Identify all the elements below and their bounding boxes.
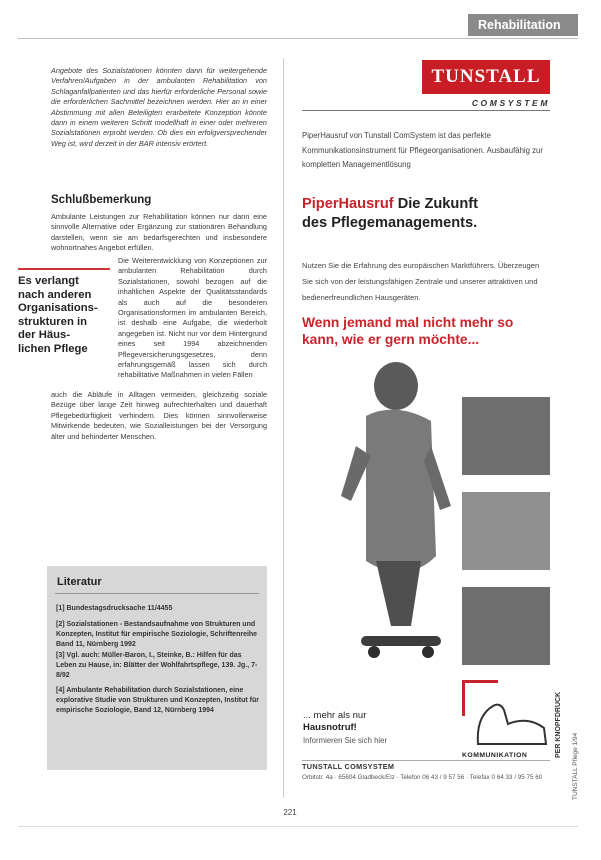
- address-rule: [302, 760, 550, 761]
- tagline-line-2: Hausnotruf!: [303, 722, 357, 733]
- ad-intro: PiperHausruf von Tunstall ComSystem ist das perfekte Kommunikationsinstrument für Pflegeorganisationen. Ausbaufähig zur kompletten Managementlösung: [302, 131, 543, 170]
- ad-code: [572, 650, 584, 800]
- body-paragraph-4: auch die Abläufe in Alltagen vermeiden, gleichzeitig soziale Bezüge über lange Zeit hinweg aufrechterhalten und dauerhaft Pflegebedürftigkeit verhindern. Dies können sinnvollerweise Mitwirkende bedeuten, wie Sozialleistungen bei der Versorgung älter und behinderter Menschen.: [51, 390, 267, 441]
- pull-quote-line: lichen Pflege: [18, 342, 88, 355]
- tagline-line-1: ... mehr als nur: [303, 710, 367, 721]
- per-knopfdruck-label: [555, 648, 567, 758]
- logo-rule: [302, 110, 550, 111]
- finger-button-icon: [458, 676, 554, 752]
- photo-elderly-couple: [462, 587, 550, 665]
- ad-headline: [302, 195, 552, 233]
- tunstall-logo: TUNSTALL: [422, 60, 550, 94]
- headline-part-1: Die Zukunft: [393, 196, 478, 212]
- headline-brand: PiperHausruf: [302, 196, 394, 212]
- literature-item: [3] Vgl. auch: Müller-Baron, I., Steinke, B.: Hilfen für das Leben zu Hause, in: Blätter der Wohlfahrtspflege, 139. Jg., 7-8/92: [56, 652, 258, 679]
- literature-item: [4] Ambulante Rehabilitation durch Sozialstationen, eine explorative Studie von Strukturen und Konzepten, Institut für empirische Soziologie, Band 12, Nürnberg 1994: [56, 687, 260, 714]
- ad-body: Nutzen Sie die Erfahrung des europäischen Marktführers. Überzeugen Sie sich von der leistungsfähigen Zentrale und unserer attraktiven und bedienerfreundlichen Hausgeräten.: [302, 261, 540, 303]
- per-knopfdruck-text: PER KNOPFDRUCK: [555, 691, 562, 758]
- pull-quote-line: strukturen in: [18, 315, 88, 328]
- section-heading: Schlußbemerkung: [51, 194, 152, 206]
- pull-quote-line: Organisations-: [18, 302, 98, 315]
- ad-tagline: [303, 710, 366, 734]
- body-paragraph-2: Ambulante Leistungen zur Rehabilitation können nur dann eine sinnvolle Alternative oder Ergänzung zur stationären Behandlung darstellen, wenn sie am bedarfsgerechten und insbesondere wohnortnahes Angebot erfüllen.: [51, 212, 267, 253]
- ad-quote: Wenn jemand mal nicht mehr so kann, wie er gern möchte...: [302, 315, 514, 347]
- pull-quote-line: nach anderen: [18, 288, 92, 301]
- ad-info: Informieren Sie sich hier: [303, 736, 388, 745]
- pull-quote: [18, 268, 110, 357]
- address: Orbitstr. 4a · 65604 Gladbeck/Elz · Telefon 06 43 / 9 57 56 · Telefax 0 64 33 / 95 75 60: [302, 774, 543, 781]
- skateboarder-photo: [336, 356, 458, 678]
- page-number: 221: [283, 808, 297, 817]
- pull-quote-line: der Häus-: [18, 329, 71, 342]
- literature-item: [2] Sozialstationen - Bestandsaufnahme von Strukturen und Konzepten, Institut für empirische Soziologie, Schriftenreihe Band 11, Nürnberg 1992: [56, 621, 258, 648]
- comsystem-wordmark: COMSYSTEM: [471, 98, 550, 108]
- body-paragraph-1: Angebote des Sozialstationen könnten dann für weitergehende Verfahren/Aufgaben in der ambulanten Rehabilitation von Schlaganfallpatienten und das hierfür erforderliche Personal sowie die erforderlichen Sachmittel bezeichnen werden. Hier an in einer Abstimmung mit allen Beteiligten erarbeitete Konzeption könnte dann in einem weiteren Schritt modellhaft in einer oder mehreren Sozialstationen erprobt werden. Ob dies ein erfolgversprechender Weg ist, wird derzeit in der BAR intensiv erörtert.: [51, 66, 267, 148]
- footer-rule: [18, 826, 578, 827]
- body-paragraph-3: Die Weiterentwicklung von Konzeptionen zur ambulanten Rehabilitation durch Sozialstationen, sowohl bezogen auf die inhaltlichen Aspekte der Qualitätsstandards als auch auf die besonderen Organisationsformen im ambulanten Bereich, ist deshalb eine Aufgabe, die wiederholt angegeben ist. Nicht nur vor dem Hintergrund eines seit 1994 abzeichnenden Pflegeversicherungsgesetzes, denn erfahrungsgemäß lassen sich durch rehabilitative Maßnahmen in vielen Fällen: [118, 256, 267, 380]
- headline-part-2: des Pflegemanagements.: [302, 215, 478, 231]
- header-rule: [18, 38, 578, 39]
- photo-office-worker: [462, 397, 550, 475]
- photo-pendant-device: [462, 492, 550, 570]
- literature-rule: [55, 593, 259, 594]
- address-title: TUNSTALL COMSYSTEM: [302, 762, 395, 771]
- column-divider: [283, 58, 284, 798]
- literature-item: [1] Bundestagsdrucksache 11/4455: [56, 605, 173, 612]
- ad-code-text: TUNSTALL Pflege 1/94: [572, 732, 579, 800]
- literature-title: Literatur: [57, 576, 102, 588]
- pull-quote-line: Es verlangt: [18, 275, 79, 287]
- kommunikation-label: KOMMUNIKATION: [462, 752, 528, 759]
- section-tab: Rehabilitation: [468, 14, 578, 36]
